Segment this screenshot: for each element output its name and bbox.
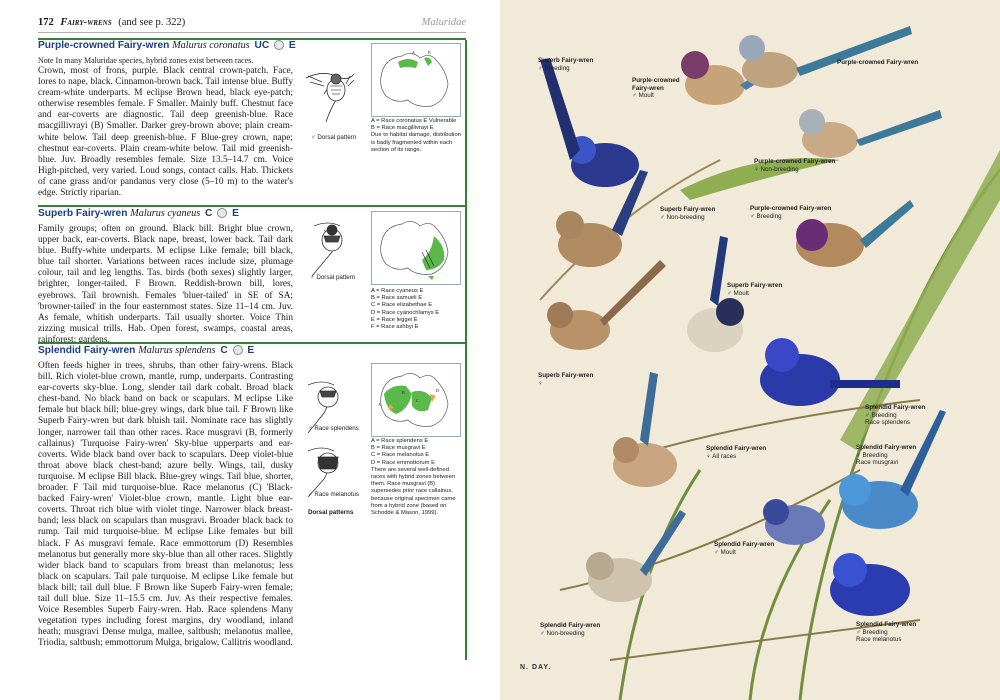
map-legend-line: D = Race emmottorum E <box>371 459 435 466</box>
map-legend-line: races with hybrid zones between <box>371 474 456 481</box>
map-legend-line: F = Race ashbyi E <box>371 324 419 331</box>
status-code: C <box>205 208 213 219</box>
svg-text:D: D <box>436 388 439 393</box>
plate-label-name: Fairy-wren <box>632 84 664 92</box>
scientific-name: Malurus splendens <box>138 345 216 356</box>
status-code: UC <box>254 40 270 51</box>
map-legend-line: A = Race cyaneus E <box>371 288 424 294</box>
map-legend-line: them. Race musgravi (B) <box>371 481 436 488</box>
map-legend <box>371 438 471 517</box>
common-name: Purple-crowned Fairy-wren <box>38 40 170 51</box>
bird-splendid-male-moult <box>763 499 825 545</box>
map-legend <box>371 118 471 154</box>
plate-label-detail: ♀ All races <box>706 452 737 460</box>
species-description <box>38 56 293 199</box>
map-legend-line: E = Race leggei E <box>371 316 418 323</box>
plate-label-detail: ♂ Breeding <box>865 411 897 419</box>
status-icon <box>217 208 227 218</box>
map-legend-line: A = Race splendens E <box>371 438 429 444</box>
plate-label-detail: ♀ <box>538 379 543 387</box>
plate-label-name: Purple-crowned Fairy-wren <box>754 158 836 165</box>
plate-label <box>754 158 835 173</box>
plate-label-detail: Race splendens <box>865 419 911 427</box>
page-edge-bar <box>465 40 467 660</box>
status-icon <box>233 345 243 355</box>
plate-label-name: Superb Fairy-wren <box>538 372 594 379</box>
plate-label <box>714 541 774 556</box>
plate-label-detail: ♀ Non-breeding <box>754 165 799 173</box>
dorsal-pattern-figure <box>294 216 360 282</box>
bird-purple-crowned-nonbreeding <box>799 109 942 158</box>
species-entry-purple-crowned <box>38 40 466 199</box>
plate-label <box>727 282 782 297</box>
plate-label-detail: ♂ Breeding <box>856 451 888 459</box>
plate-label-detail: ♂ Moult <box>632 92 654 100</box>
map-legend-line: Schodde & Mason, 1999). <box>371 510 439 517</box>
common-name: Superb Fairy-wren <box>38 208 128 219</box>
map-legend-line: A = Race coronatus E Vulnerable <box>371 118 457 124</box>
scientific-name: Malurus coronatus <box>172 40 250 51</box>
plate-label <box>750 205 831 220</box>
plate-label-name: Splendid Fairy-wren <box>714 541 775 548</box>
endemic-code: E <box>247 345 255 356</box>
bird-purple-crowned-female <box>739 26 912 88</box>
map-legend <box>371 288 471 331</box>
range-map-splendid <box>371 363 461 437</box>
artist-signature: N. DAY. <box>520 664 552 671</box>
plate-label-detail: Race melanotus <box>856 636 902 644</box>
plate-label-name: Superb Fairy-wren <box>727 282 783 289</box>
figure-label: ♂ Dorsal pattern <box>310 274 356 281</box>
species-body: Crown, most of frons, purple. Black central crown-patch. Face, lores to nape, black. Cinnamon-brown back. Tail intense blue. Buffy cream-white underparts. M eclipse Brown head, black eye-patch; otherwise resembles female. F Smaller. Mainly buff. Chestnut face and ear-coverts are diagnostic. Tail deep greenish-blue. Race macgillivrayi (B) Smaller. Darker grey-brown above; plain cream-white below. Tail deep greenish-blue. F Blue-grey crown, nape; chestnut ear-coverts. Plain cream-white below. Tail mid greenish-blue. Juv. Broadly resembles female. Size 13.5–14.7 cm. Voice High-pitched, very varied. Loud songs, contact calls. Hab. Thickets of cane grass and/or pandanus very close (5–10 m) to the water's edge. Strictly riparian. <box>38 66 293 199</box>
figure-label: ♂ Race melanotus <box>308 491 360 498</box>
map-legend-line: C = Race elizabethae E <box>371 302 433 309</box>
species-description: Family groups; often on ground. Black bill. Bright blue crown, upper back, ear-coverts. Black nape, breast, lower back. Tail dark blue. Buffy-white underparts. M eclipse Like female; bill black, blue tail shorter. Variations between races include size, plumage colour, tail and leg lengths. Tas. birds (both sexes) slightly larger, brighter, longer-tailed. F Brown. Reddish-brown bill, lores, eyebrows. Tail brownish. Females 'bluer-tailed' in SE of SA; 'browner-tailed' in the four easternmost states. Size 11–14 cm. Juv. As female, whitish underparts. Tail usually shorter. Voice Thin zizzing musical trills. Hab. Open forest, swamps, coastal areas, rainforest; gardens. <box>38 224 293 345</box>
svg-text:B: B <box>428 50 431 55</box>
species-divider <box>38 205 466 207</box>
status-icon <box>274 40 284 50</box>
page-number: 172 <box>38 17 54 28</box>
plate-label <box>856 444 916 467</box>
map-legend-line: D = Race cyanochlamys E <box>371 309 440 316</box>
plate-label-name: Splendid Fairy-wren <box>706 445 767 452</box>
plate-label-detail: Race musgravi <box>856 459 898 467</box>
plate-label-name: Splendid Fairy-wren <box>856 621 917 628</box>
plate-label-detail: ♂ Breeding <box>750 212 782 220</box>
plate-label-detail: ♂ Non-breeding <box>660 213 705 221</box>
plate-label <box>632 77 680 100</box>
header-divider <box>38 32 466 33</box>
map-legend-line: B = Race macgillivrayi E <box>371 125 434 132</box>
bird-superb-male-breeding <box>540 58 639 187</box>
plate-label <box>538 372 593 387</box>
plate-label-name: Purple-crowned Fairy-wren <box>750 205 832 212</box>
plate-label-name: Superb Fairy-wren <box>538 57 594 64</box>
cross-reference: (and see p. 322) <box>118 17 186 28</box>
plate-label-detail: ♂ Moult <box>727 289 749 297</box>
section-title: Fairy-wrens <box>60 17 112 28</box>
map-legend-line: B = Race musgravi E <box>371 445 426 452</box>
plate-label <box>837 59 918 67</box>
page-header <box>38 17 466 28</box>
plate-label-name: Purple-crowned <box>632 77 680 84</box>
plate-label <box>856 621 916 644</box>
plate-label-name: Splendid Fairy-wren <box>865 404 926 411</box>
plate-label-name: Splendid Fairy-wren <box>540 622 601 629</box>
plate-label-detail: ♂ Moult <box>714 548 736 556</box>
figure-caption: Dorsal patterns <box>308 509 354 516</box>
plate-label-detail: ♂ Breeding <box>538 64 570 72</box>
status-code: C <box>220 345 228 356</box>
svg-text:C: C <box>416 398 419 403</box>
species-heading <box>38 345 466 356</box>
svg-text:A: A <box>412 50 415 55</box>
plate-label-name: Splendid Fairy-wren <box>856 444 917 451</box>
plate-label-detail: ♂ Breeding <box>856 628 888 636</box>
dorsal-pattern-figure <box>296 64 368 130</box>
svg-text:B: B <box>402 390 405 395</box>
plate-label-name: Superb Fairy-wren <box>660 206 716 213</box>
scientific-name: Malurus cyaneus <box>130 208 201 219</box>
bird-splendid-female <box>613 372 677 487</box>
bird-splendid-male-breeding-melanotus <box>830 553 910 616</box>
svg-text:A: A <box>378 402 381 407</box>
map-legend-line: C = Race melanotus E <box>371 452 430 459</box>
plate-label-name: Purple-crowned Fairy-wren <box>837 59 919 66</box>
plate-label <box>540 622 600 637</box>
map-legend-line: B = Race samueli E <box>371 295 423 302</box>
common-name: Splendid Fairy-wren <box>38 345 136 356</box>
family-name: Maluridae <box>421 17 466 28</box>
endemic-code: E <box>232 208 239 219</box>
plate-label <box>706 445 766 460</box>
species-entry-superb <box>38 208 466 345</box>
map-legend-line: from a hybrid zone (based on <box>371 502 447 509</box>
map-legend-line: Due to habitat damage, distribution <box>371 132 461 139</box>
map-legend-line: section of its range. <box>371 146 422 153</box>
plate-page <box>500 0 1000 700</box>
map-legend-line: is badly fragmented within each <box>371 139 453 146</box>
bird-splendid-male-nonbreeding <box>586 510 686 602</box>
species-entry-splendid <box>38 345 466 649</box>
map-legend-line: supersedes prior race callainus, <box>371 488 453 495</box>
species-divider <box>38 342 466 344</box>
plate-label <box>538 57 593 72</box>
figure-label: ♂ Race splendens <box>308 425 359 432</box>
range-map-purple-crowned <box>371 43 461 117</box>
map-legend-line: because original specimen came <box>371 495 456 502</box>
plate-illustration <box>500 0 1000 700</box>
plate-label <box>865 404 925 427</box>
figure-label: ♂ Dorsal pattern <box>311 134 357 141</box>
map-legend-line: There are several well-defined <box>371 466 449 473</box>
endemic-code: E <box>288 40 296 51</box>
plate-label-detail: ♂ Non-breeding <box>540 629 585 637</box>
species-description: Often feeds higher in trees, shrubs, than other fairy-wrens. Black bill. Rich violet-blue crown, mantle, rump, underparts. Contrasting ear-coverts sky-blue. Long, slender tail dark cobalt. Broad black chest-band. No black band on back or scapulars. M eclipse Like female but black bill; blue-grey wings, dark blue tail. F Brown like Superb Fairy-wren but dark bluish tail. Nominate race has slightly longer, narrower tail than other races. Race musgravi (B, formerly callainus) 'Turquoise Fairy-wren' Sky-blue upperparts and ear-coverts. Wide black band over back to scapulars. Deep violet-blue throat above black chest-band; azure belly. Wings, tail, dusky turquoise. M eclipse Bill black. Blue-grey wings. Tail blue, shorter, broader. F Tail mid turquoise-blue. Race melanotus (C) 'Black-backed Fairy-wren' Violet-blue crown, mantle. Light blue ear-coverts. Throat rich blue with violet tinge. Narrower black breast-band; less black on scapulars than musgravi. Broader black back to rump. Tail mid turquoise-blue. M eclipse Like females but bill black. F As musgravi female. Race emmottorum (D) Resembles melanotus but generally more sky-blue than all other races. Slightly wider black band to scapulars from breast than melanotus; less black on scapulars. Tail pale turquoise. M eclipse Like female but black bill; tail dull blue. F Brown like Superb Fairy-wren female; tail dull blue. Size 11–15.5 cm. Juv. As their respective females. Voice Resembles Superb Fairy-wren. Hab. Race splendens Many vegetation types including forest margins, dry woodland, inland heath; musgravi Dense mulga, mallee, saltbush; melanotus mallee, Triodia, saltbush; emmottorum Mulga, brigalow, Callitris woodland. <box>38 361 293 649</box>
species-note: Note In many Maluridae species, hybrid zones exist between races. <box>38 56 254 65</box>
range-map-superb <box>371 211 461 285</box>
plate-label <box>660 206 715 221</box>
